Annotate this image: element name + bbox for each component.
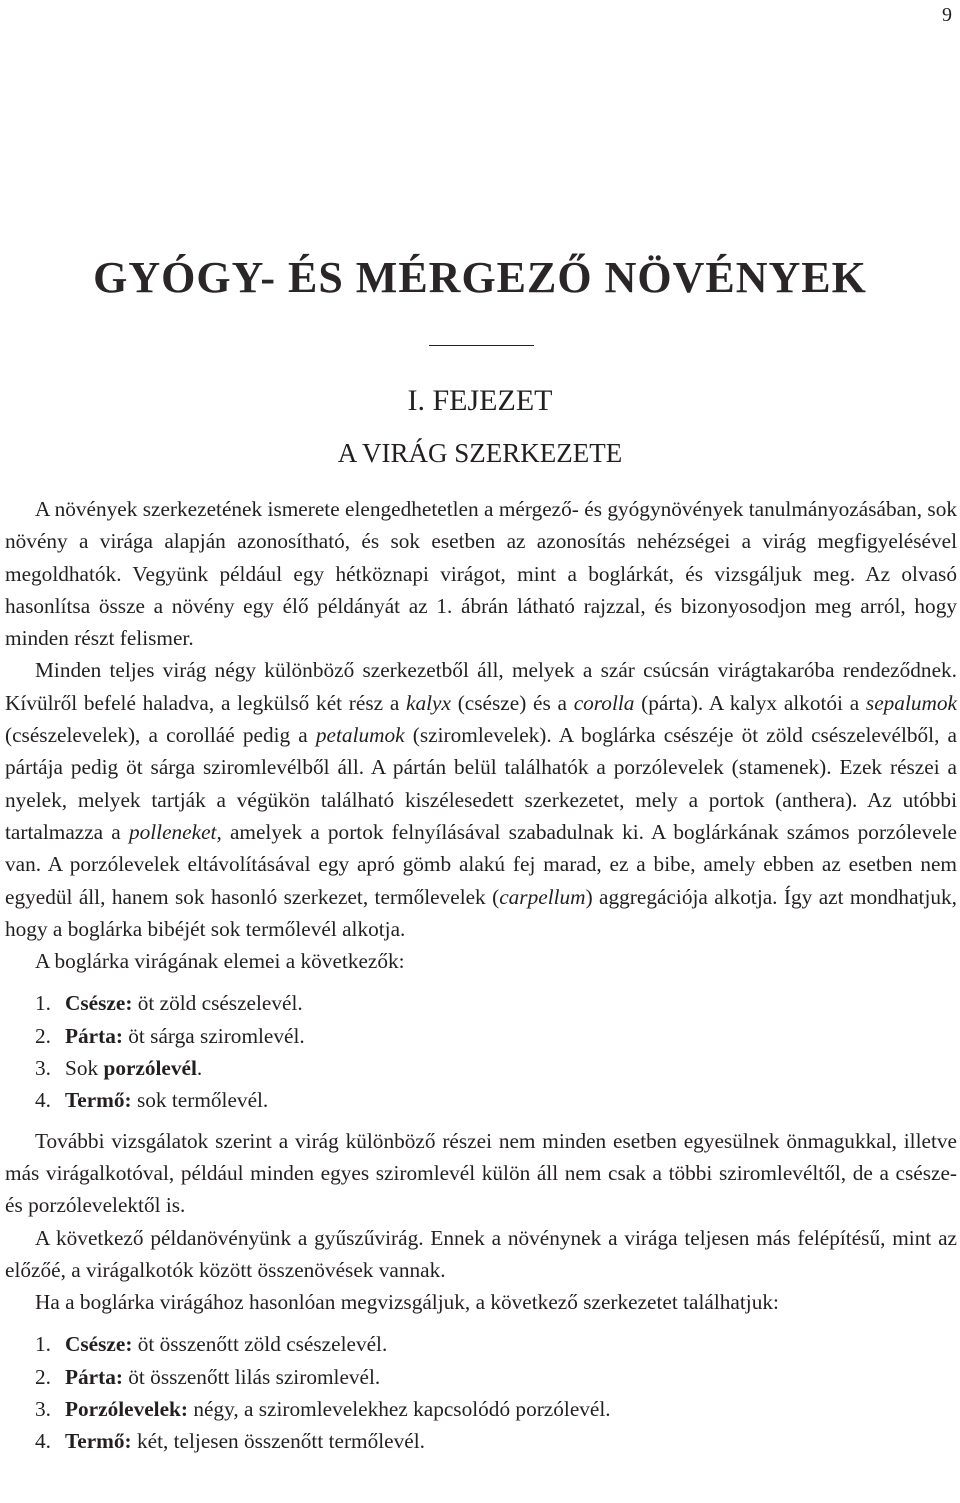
text-run: (sziromlevelek). A boglárka csészéje öt zöld csészelevélből, a pártája pedig öt sárga sziromlevélből áll. A pártán belül találhatók a porzólevelek (stamenek). Ezek részei a nyelek, melyek tartják a végükön található kiszélesedett szerkezetet, mely a portok (anthera). Az utóbbi tartalmazza a: [5, 723, 958, 844]
text-run: , amelyek a portok felnyílásával szabadulnak ki. A boglárkának számos porzólevele van. A porzólevelek eltávolításával egy apró gömb alakú fej marad, ez a bibe, amely ebben az esetben nem egyedül áll, hanem sok hasonló szerkezet, termőlevelek (: [5, 819, 957, 909]
page-number: 9: [942, 4, 952, 26]
term-polleneket: polleneket: [128, 819, 217, 844]
text-run: (csésze) és a: [450, 690, 574, 715]
paragraph-list-intro: A boglárka virágának elemei a következők:: [35, 949, 405, 974]
list-term: Termő:: [65, 1088, 132, 1113]
list-text: négy, a sziromlevelekhez kapcsolódó porzólevél.: [188, 1397, 611, 1422]
list-item: [35, 1084, 957, 1116]
buttercup-parts-list: [5, 987, 957, 1116]
term-sepalumok: sepalumok: [865, 690, 957, 715]
list-text: két, teljesen összenőtt termőlevél.: [131, 1429, 425, 1454]
list-item: [35, 987, 957, 1019]
paragraph-foxglove: A következő példanövényünk a gyűszűvirág. Ennek a növénynek a virága teljesen más felépítésű, mint az előzőé, a virágalkotók között összenövések vannak.: [5, 1225, 957, 1282]
body-text: [5, 493, 957, 1458]
list-item: [35, 1328, 957, 1360]
list-text: öt összenőtt lilás sziromlevél.: [122, 1364, 381, 1389]
text-run: (párta). A kalyx alkotói a: [634, 690, 866, 715]
list-number: 4.: [35, 1429, 51, 1454]
chapter-title: A VIRÁG SZERKEZETE: [337, 438, 623, 468]
list-text: sok termőlevél.: [131, 1088, 269, 1113]
list-number: 3.: [35, 1056, 51, 1081]
list-number: 4.: [35, 1088, 51, 1113]
list-prefix: Sok: [65, 1056, 104, 1081]
term-corolla: corolla: [573, 690, 635, 715]
paragraph-intro-text: A növények szerkezetének ismerete elengedhetetlen a mérgező- és gyógynövények tanulmányozásában, sok növény a virága alapján azonosítható, és sok esetben az azonosítás nehézségei a virág megfigyelésével megoldhatók. Vegyünk például egy hétköznapi virágot, mint a boglárkát, és vizsgáljuk meg. Az olvasó hasonlítsa össze a növény egy élő példányát az 1. ábrán látható rajzzal, és bizonyosodjon meg arról, hogy minden részt felismer.: [5, 497, 957, 651]
list-item: [35, 1425, 957, 1457]
list-number: 1.: [35, 991, 51, 1016]
chapter-label: I. FEJEZET: [407, 384, 553, 417]
term-carpellum: carpellum: [499, 884, 586, 909]
list-term: Párta:: [65, 1023, 123, 1048]
list-term: Párta:: [65, 1364, 123, 1389]
list-term: porzólevél: [103, 1056, 197, 1081]
text-run: (csészelevelek), a corolláé pedig a: [5, 723, 316, 748]
text-run: Minden teljes virág négy különböző szerkezetből áll, melyek a szár csúcsán virágtakaróba rendeződnek. Kívülről befelé haladva, a legkülső két rész a: [5, 658, 957, 715]
list-item: [35, 1020, 957, 1052]
list-text: öt összenőtt zöld csészelevél.: [132, 1332, 388, 1357]
list-term: Csésze:: [65, 991, 133, 1016]
main-title: GYÓGY- ÉS MÉRGEZŐ NÖVÉNYEK: [93, 253, 867, 302]
term-kalyx: kalyx: [406, 690, 451, 715]
paragraph-list2-intro: Ha a boglárka virágához hasonlóan megvizsgáljuk, a következő szerkezetet találhatjuk:: [35, 1290, 779, 1315]
list-term: Termő:: [65, 1429, 132, 1454]
list-number: 1.: [35, 1332, 51, 1357]
paragraph-further-studies: További vizsgálatok szerint a virág különböző részei nem minden esetben egyesülnek önmagukkal, illetve más virágalkotóval, például minden egyes sziromlevél külön áll nem csak a többi sziromlevéltől, de a csésze- és porzólevelektől is.: [5, 1128, 957, 1218]
paragraph-structure: [5, 654, 957, 945]
paragraph-intro: [5, 493, 957, 654]
list-number: 3.: [35, 1397, 51, 1422]
text-run: ) aggregációja alkotja. Így azt mondhatjuk, hogy a boglárka bibéjét sok termőlevél alkotja.: [5, 884, 957, 941]
term-petalumok: petalumok: [315, 723, 405, 748]
list-item: [35, 1052, 957, 1084]
list-number: 2.: [35, 1364, 51, 1389]
list-item: [35, 1361, 957, 1393]
list-number: 2.: [35, 1023, 51, 1048]
foxglove-parts-list: [5, 1328, 957, 1457]
list-text: .: [196, 1056, 203, 1081]
title-divider: [429, 345, 534, 346]
list-term: Porzólevelek:: [65, 1397, 188, 1422]
list-text: öt zöld csészelevél.: [132, 991, 303, 1016]
list-item: [35, 1393, 957, 1425]
list-term: Csésze:: [65, 1332, 133, 1357]
list-text: öt sárga sziromlevél.: [122, 1023, 305, 1048]
